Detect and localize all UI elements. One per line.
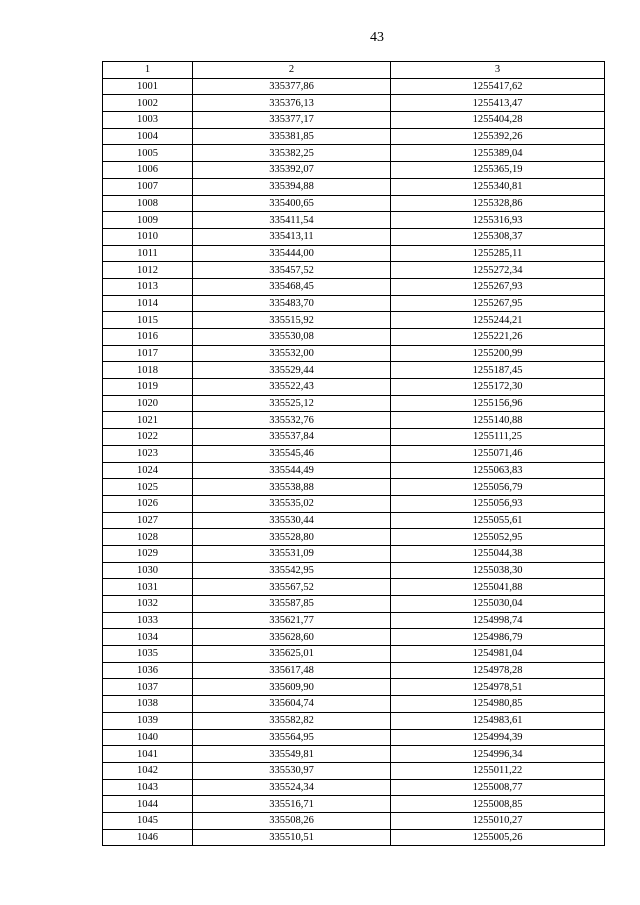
y-coordinate-cell: 1255056,79 bbox=[391, 479, 605, 496]
x-coordinate-cell: 335382,25 bbox=[193, 145, 391, 162]
y-coordinate-cell: 1254978,28 bbox=[391, 662, 605, 679]
x-coordinate-cell: 335522,43 bbox=[193, 379, 391, 396]
x-coordinate-cell: 335530,44 bbox=[193, 512, 391, 529]
point-number-cell: 1043 bbox=[103, 779, 193, 796]
point-number-cell: 1019 bbox=[103, 379, 193, 396]
point-number-cell: 1034 bbox=[103, 629, 193, 646]
table-row bbox=[103, 312, 605, 329]
point-number-cell: 1018 bbox=[103, 362, 193, 379]
y-coordinate-cell: 1254981,04 bbox=[391, 646, 605, 663]
x-coordinate-cell: 335544,49 bbox=[193, 462, 391, 479]
y-coordinate-cell: 1255008,77 bbox=[391, 779, 605, 796]
y-coordinate-cell: 1255038,30 bbox=[391, 562, 605, 579]
y-coordinate-cell: 1255285,11 bbox=[391, 245, 605, 262]
x-coordinate-cell: 335381,85 bbox=[193, 128, 391, 145]
x-coordinate-cell: 335377,17 bbox=[193, 112, 391, 129]
table-header-row bbox=[103, 62, 605, 79]
column-header-1: 1 bbox=[103, 62, 193, 79]
point-number-cell: 1022 bbox=[103, 429, 193, 446]
y-coordinate-cell: 1255005,26 bbox=[391, 829, 605, 846]
table-row bbox=[103, 662, 605, 679]
point-number-cell: 1044 bbox=[103, 796, 193, 813]
point-number-cell: 1021 bbox=[103, 412, 193, 429]
point-number-cell: 1006 bbox=[103, 162, 193, 179]
table-row bbox=[103, 779, 605, 796]
column-header-3: 3 bbox=[391, 62, 605, 79]
x-coordinate-cell: 335377,86 bbox=[193, 78, 391, 95]
table-row bbox=[103, 729, 605, 746]
y-coordinate-cell: 1254978,51 bbox=[391, 679, 605, 696]
table-row bbox=[103, 646, 605, 663]
table-row bbox=[103, 579, 605, 596]
x-coordinate-cell: 335532,00 bbox=[193, 345, 391, 362]
point-number-cell: 1007 bbox=[103, 178, 193, 195]
table-row bbox=[103, 829, 605, 846]
y-coordinate-cell: 1255030,04 bbox=[391, 596, 605, 613]
table-row bbox=[103, 696, 605, 713]
coordinates-table bbox=[102, 61, 605, 846]
table-row bbox=[103, 762, 605, 779]
y-coordinate-cell: 1255187,45 bbox=[391, 362, 605, 379]
table-row bbox=[103, 412, 605, 429]
x-coordinate-cell: 335542,95 bbox=[193, 562, 391, 579]
x-coordinate-cell: 335609,90 bbox=[193, 679, 391, 696]
x-coordinate-cell: 335525,12 bbox=[193, 395, 391, 412]
table-row bbox=[103, 445, 605, 462]
table-row bbox=[103, 145, 605, 162]
table-row bbox=[103, 596, 605, 613]
y-coordinate-cell: 1255044,38 bbox=[391, 545, 605, 562]
point-number-cell: 1040 bbox=[103, 729, 193, 746]
x-coordinate-cell: 335411,54 bbox=[193, 212, 391, 229]
x-coordinate-cell: 335529,44 bbox=[193, 362, 391, 379]
y-coordinate-cell: 1255056,93 bbox=[391, 495, 605, 512]
y-coordinate-cell: 1255200,99 bbox=[391, 345, 605, 362]
x-coordinate-cell: 335545,46 bbox=[193, 445, 391, 462]
y-coordinate-cell: 1255221,26 bbox=[391, 329, 605, 346]
column-header-2: 2 bbox=[193, 62, 391, 79]
x-coordinate-cell: 335413,11 bbox=[193, 228, 391, 245]
y-coordinate-cell: 1255172,30 bbox=[391, 379, 605, 396]
table-row bbox=[103, 278, 605, 295]
point-number-cell: 1010 bbox=[103, 228, 193, 245]
table-row bbox=[103, 479, 605, 496]
y-coordinate-cell: 1255413,47 bbox=[391, 95, 605, 112]
x-coordinate-cell: 335531,09 bbox=[193, 545, 391, 562]
point-number-cell: 1045 bbox=[103, 812, 193, 829]
point-number-cell: 1030 bbox=[103, 562, 193, 579]
x-coordinate-cell: 335508,26 bbox=[193, 812, 391, 829]
point-number-cell: 1028 bbox=[103, 529, 193, 546]
y-coordinate-cell: 1255272,34 bbox=[391, 262, 605, 279]
table-row bbox=[103, 395, 605, 412]
page-number: 43 bbox=[370, 30, 384, 45]
x-coordinate-cell: 335535,02 bbox=[193, 495, 391, 512]
table-row bbox=[103, 679, 605, 696]
y-coordinate-cell: 1255392,26 bbox=[391, 128, 605, 145]
table-row bbox=[103, 329, 605, 346]
x-coordinate-cell: 335530,08 bbox=[193, 329, 391, 346]
y-coordinate-cell: 1255267,93 bbox=[391, 278, 605, 295]
point-number-cell: 1026 bbox=[103, 495, 193, 512]
x-coordinate-cell: 335524,34 bbox=[193, 779, 391, 796]
x-coordinate-cell: 335549,81 bbox=[193, 746, 391, 763]
table-row bbox=[103, 429, 605, 446]
point-number-cell: 1020 bbox=[103, 395, 193, 412]
x-coordinate-cell: 335457,52 bbox=[193, 262, 391, 279]
y-coordinate-cell: 1255244,21 bbox=[391, 312, 605, 329]
x-coordinate-cell: 335483,70 bbox=[193, 295, 391, 312]
y-coordinate-cell: 1255340,81 bbox=[391, 178, 605, 195]
x-coordinate-cell: 335564,95 bbox=[193, 729, 391, 746]
x-coordinate-cell: 335468,45 bbox=[193, 278, 391, 295]
x-coordinate-cell: 335516,71 bbox=[193, 796, 391, 813]
point-number-cell: 1042 bbox=[103, 762, 193, 779]
x-coordinate-cell: 335617,48 bbox=[193, 662, 391, 679]
point-number-cell: 1032 bbox=[103, 596, 193, 613]
y-coordinate-cell: 1255316,93 bbox=[391, 212, 605, 229]
y-coordinate-cell: 1255156,96 bbox=[391, 395, 605, 412]
y-coordinate-cell: 1254980,85 bbox=[391, 696, 605, 713]
point-number-cell: 1005 bbox=[103, 145, 193, 162]
point-number-cell: 1004 bbox=[103, 128, 193, 145]
y-coordinate-cell: 1255417,62 bbox=[391, 78, 605, 95]
table-row bbox=[103, 562, 605, 579]
table-row bbox=[103, 112, 605, 129]
x-coordinate-cell: 335621,77 bbox=[193, 612, 391, 629]
table-row bbox=[103, 78, 605, 95]
point-number-cell: 1039 bbox=[103, 712, 193, 729]
table-row bbox=[103, 512, 605, 529]
table-row bbox=[103, 212, 605, 229]
y-coordinate-cell: 1254983,61 bbox=[391, 712, 605, 729]
point-number-cell: 1009 bbox=[103, 212, 193, 229]
y-coordinate-cell: 1255111,25 bbox=[391, 429, 605, 446]
x-coordinate-cell: 335538,88 bbox=[193, 479, 391, 496]
y-coordinate-cell: 1254996,34 bbox=[391, 746, 605, 763]
x-coordinate-cell: 335628,60 bbox=[193, 629, 391, 646]
x-coordinate-cell: 335604,74 bbox=[193, 696, 391, 713]
y-coordinate-cell: 1255140,88 bbox=[391, 412, 605, 429]
table-row bbox=[103, 162, 605, 179]
x-coordinate-cell: 335582,82 bbox=[193, 712, 391, 729]
point-number-cell: 1029 bbox=[103, 545, 193, 562]
y-coordinate-cell: 1254998,74 bbox=[391, 612, 605, 629]
point-number-cell: 1024 bbox=[103, 462, 193, 479]
table-row bbox=[103, 379, 605, 396]
point-number-cell: 1012 bbox=[103, 262, 193, 279]
point-number-cell: 1015 bbox=[103, 312, 193, 329]
table-row bbox=[103, 262, 605, 279]
table-row bbox=[103, 529, 605, 546]
table-row bbox=[103, 495, 605, 512]
point-number-cell: 1008 bbox=[103, 195, 193, 212]
table-row bbox=[103, 345, 605, 362]
y-coordinate-cell: 1255267,95 bbox=[391, 295, 605, 312]
point-number-cell: 1002 bbox=[103, 95, 193, 112]
y-coordinate-cell: 1254994,39 bbox=[391, 729, 605, 746]
point-number-cell: 1016 bbox=[103, 329, 193, 346]
y-coordinate-cell: 1255308,37 bbox=[391, 228, 605, 245]
point-number-cell: 1038 bbox=[103, 696, 193, 713]
table-row bbox=[103, 712, 605, 729]
point-number-cell: 1014 bbox=[103, 295, 193, 312]
table-row bbox=[103, 746, 605, 763]
x-coordinate-cell: 335528,80 bbox=[193, 529, 391, 546]
point-number-cell: 1013 bbox=[103, 278, 193, 295]
table-row bbox=[103, 245, 605, 262]
y-coordinate-cell: 1255041,88 bbox=[391, 579, 605, 596]
x-coordinate-cell: 335394,88 bbox=[193, 178, 391, 195]
x-coordinate-cell: 335400,65 bbox=[193, 195, 391, 212]
x-coordinate-cell: 335567,52 bbox=[193, 579, 391, 596]
x-coordinate-cell: 335532,76 bbox=[193, 412, 391, 429]
table-row bbox=[103, 195, 605, 212]
point-number-cell: 1036 bbox=[103, 662, 193, 679]
y-coordinate-cell: 1255063,83 bbox=[391, 462, 605, 479]
y-coordinate-cell: 1255365,19 bbox=[391, 162, 605, 179]
x-coordinate-cell: 335530,97 bbox=[193, 762, 391, 779]
point-number-cell: 1017 bbox=[103, 345, 193, 362]
table-row bbox=[103, 178, 605, 195]
x-coordinate-cell: 335392,07 bbox=[193, 162, 391, 179]
point-number-cell: 1025 bbox=[103, 479, 193, 496]
point-number-cell: 1003 bbox=[103, 112, 193, 129]
table-row bbox=[103, 228, 605, 245]
table-row bbox=[103, 362, 605, 379]
table-row bbox=[103, 462, 605, 479]
x-coordinate-cell: 335444,00 bbox=[193, 245, 391, 262]
y-coordinate-cell: 1255328,86 bbox=[391, 195, 605, 212]
x-coordinate-cell: 335625,01 bbox=[193, 646, 391, 663]
point-number-cell: 1027 bbox=[103, 512, 193, 529]
point-number-cell: 1023 bbox=[103, 445, 193, 462]
table-row bbox=[103, 295, 605, 312]
point-number-cell: 1033 bbox=[103, 612, 193, 629]
y-coordinate-cell: 1255010,27 bbox=[391, 812, 605, 829]
y-coordinate-cell: 1255052,95 bbox=[391, 529, 605, 546]
table-row bbox=[103, 629, 605, 646]
point-number-cell: 1031 bbox=[103, 579, 193, 596]
table-row bbox=[103, 812, 605, 829]
y-coordinate-cell: 1255071,46 bbox=[391, 445, 605, 462]
point-number-cell: 1037 bbox=[103, 679, 193, 696]
x-coordinate-cell: 335510,51 bbox=[193, 829, 391, 846]
point-number-cell: 1046 bbox=[103, 829, 193, 846]
x-coordinate-cell: 335537,84 bbox=[193, 429, 391, 446]
table-row bbox=[103, 796, 605, 813]
point-number-cell: 1001 bbox=[103, 78, 193, 95]
y-coordinate-cell: 1254986,79 bbox=[391, 629, 605, 646]
table-row bbox=[103, 545, 605, 562]
y-coordinate-cell: 1255055,61 bbox=[391, 512, 605, 529]
table-row bbox=[103, 95, 605, 112]
x-coordinate-cell: 335376,13 bbox=[193, 95, 391, 112]
point-number-cell: 1041 bbox=[103, 746, 193, 763]
y-coordinate-cell: 1255404,28 bbox=[391, 112, 605, 129]
table-row bbox=[103, 128, 605, 145]
table-body bbox=[103, 78, 605, 846]
point-number-cell: 1035 bbox=[103, 646, 193, 663]
y-coordinate-cell: 1255389,04 bbox=[391, 145, 605, 162]
y-coordinate-cell: 1255008,85 bbox=[391, 796, 605, 813]
point-number-cell: 1011 bbox=[103, 245, 193, 262]
x-coordinate-cell: 335515,92 bbox=[193, 312, 391, 329]
table-row bbox=[103, 612, 605, 629]
y-coordinate-cell: 1255011,22 bbox=[391, 762, 605, 779]
x-coordinate-cell: 335587,85 bbox=[193, 596, 391, 613]
